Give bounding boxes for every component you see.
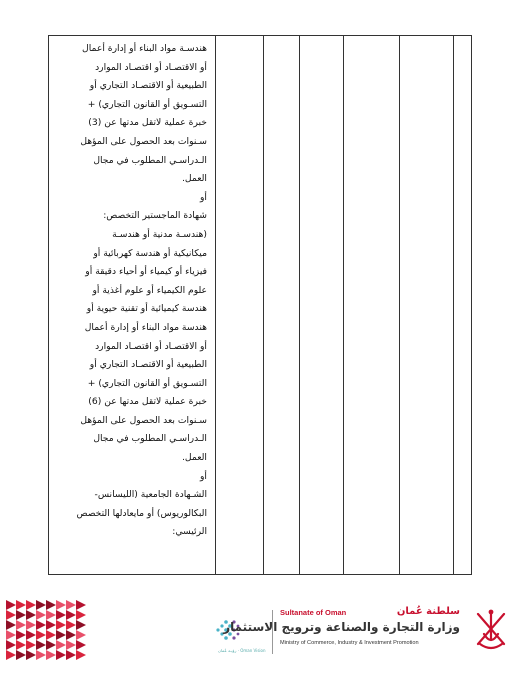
- triangle-shape: [46, 650, 56, 660]
- triangle-shape: [56, 640, 66, 650]
- text-line: خبرة عملية لاتقل مدتها عن (6): [88, 396, 207, 408]
- column-divider: [263, 36, 264, 574]
- sultanate-arabic: سلطنة عُمان: [396, 606, 460, 617]
- column-divider: [343, 36, 344, 574]
- text-line: العمل.: [182, 173, 207, 185]
- triangle-shape: [36, 640, 46, 650]
- text-line: العمل.: [182, 452, 207, 464]
- text-line: الـدراسـي المطلوب في مجال: [93, 154, 207, 166]
- triangle-shape: [36, 610, 46, 620]
- triangle-shape: [6, 650, 16, 660]
- triangle-shape: [26, 630, 36, 640]
- triangle-shape: [6, 630, 16, 640]
- text-line: الطبيعية أو الاقتصـاد التجاري أو: [89, 80, 207, 92]
- triangle-shape: [56, 630, 66, 640]
- text-line: البكالوريوس) أو مايعادلها التخصص: [76, 507, 207, 519]
- text-line: أو: [200, 191, 207, 203]
- triangle-shape: [16, 610, 26, 620]
- text-line: خبرة عملية لاتقل مدتها عن (3): [88, 117, 207, 129]
- triangle-shape: [26, 620, 36, 630]
- triangle-shape: [6, 600, 16, 610]
- text-line: أو: [200, 470, 207, 482]
- vision-caption: رؤيـة عُمان · Oman Vision: [218, 648, 266, 653]
- triangle-shape: [56, 650, 66, 660]
- triangle-shape: [46, 630, 56, 640]
- text-line: التسـويق أو القانون التجاري) +: [87, 377, 207, 389]
- page-footer: [0, 590, 522, 675]
- text-line: التسـويق أو القانون التجاري) +: [87, 98, 207, 110]
- triangle-shape: [46, 610, 56, 620]
- column-divider: [399, 36, 400, 574]
- text-line: هندسة كيميائية أو تقنية حيوية أو: [86, 303, 207, 315]
- triangle-shape: [76, 640, 86, 650]
- triangle-shape: [26, 650, 36, 660]
- triangle-shape: [56, 610, 66, 620]
- triangle-shape: [76, 610, 86, 620]
- triangle-shape: [66, 650, 76, 660]
- text-line: (هندسـة مدنية أو هندسـة: [112, 228, 207, 240]
- triangle-shape: [46, 600, 56, 610]
- triangle-shape: [76, 620, 86, 630]
- qualification-text: [55, 40, 207, 542]
- triangle-shape: [26, 600, 36, 610]
- oman-emblem-icon: [470, 604, 512, 654]
- text-line: الـدراسـي المطلوب في مجال: [93, 433, 207, 445]
- text-line: سـنوات بعد الحصول على المؤهل: [80, 135, 207, 147]
- triangle-shape: [6, 610, 16, 620]
- triangle-shape: [6, 620, 16, 630]
- triangle-shape: [16, 650, 26, 660]
- triangle-shape: [46, 640, 56, 650]
- text-line: شهادة الماجستير التخصص:: [103, 210, 207, 222]
- text-line: سـنوات بعد الحصول على المؤهل: [80, 414, 207, 426]
- text-line: الطبيعية أو الاقتصـاد التجاري أو: [89, 359, 207, 371]
- triangle-shape: [16, 620, 26, 630]
- text-line: هندسة مواد البناء أو إدارة أعمال: [84, 321, 207, 333]
- triangle-shape: [36, 600, 46, 610]
- triangle-shape: [46, 620, 56, 630]
- triangle-shape: [66, 630, 76, 640]
- triangle-shape: [26, 640, 36, 650]
- triangle-shape: [6, 640, 16, 650]
- triangle-shape: [56, 620, 66, 630]
- column-divider: [453, 36, 454, 574]
- text-line: ميكانيكية أو هندسة كهربائية أو: [93, 247, 207, 259]
- triangle-shape: [16, 630, 26, 640]
- triangle-shape: [66, 610, 76, 620]
- requirements-table: [48, 35, 472, 575]
- triangle-shape: [36, 620, 46, 630]
- column-divider: [299, 36, 300, 574]
- triangle-shape: [26, 610, 36, 620]
- ministry-name-arabic: وزارة التجارة والصناعة وترويج الاستثمار: [223, 620, 460, 634]
- triangle-shape: [66, 620, 76, 630]
- triangle-shape: [76, 630, 86, 640]
- text-line: علوم الكيمياء أو علوم أغذية أو: [92, 284, 207, 296]
- text-line: فيزياء أو كيمياء أو أحياء دقيقة أو: [85, 266, 207, 278]
- triangle-shape: [56, 600, 66, 610]
- triangle-shape: [76, 600, 86, 610]
- triangle-shape: [16, 600, 26, 610]
- triangle-shape: [16, 640, 26, 650]
- triangle-shape: [76, 650, 86, 660]
- column-divider: [215, 36, 216, 574]
- ministry-name-english: Ministry of Commerce, Industry & Investment Promotion: [280, 640, 419, 646]
- text-line: الشـهادة الجامعية (الليسانس-: [94, 489, 207, 501]
- text-line: هندسـة مواد البناء أو إدارة أعمال: [82, 43, 207, 54]
- text-line: أو الاقتصـاد أو اقتصـاد الموارد: [95, 340, 207, 352]
- triangle-shape: [66, 600, 76, 610]
- sultanate-english: Sultanate of Oman: [280, 608, 347, 617]
- triangle-shape: [36, 630, 46, 640]
- text-line: أو الاقتصـاد أو اقتصـاد الموارد: [95, 61, 207, 73]
- triangle-shape: [36, 650, 46, 660]
- triangle-shape: [66, 640, 76, 650]
- text-line: الرئيسي:: [172, 526, 207, 538]
- triangle-pattern-icon: [6, 600, 86, 662]
